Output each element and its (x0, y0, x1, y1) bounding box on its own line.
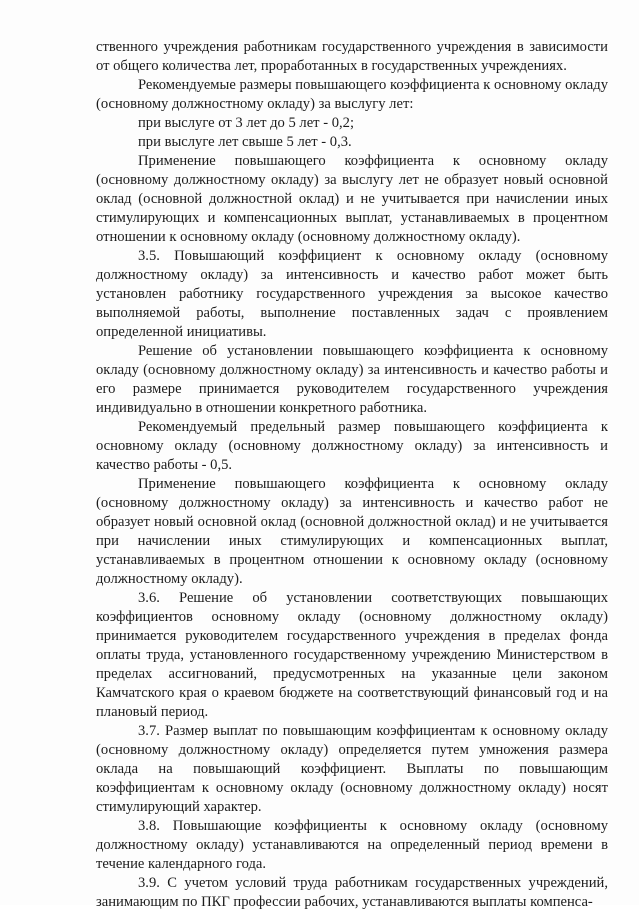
paragraph-seniority-recommendation: Рекомендуемые размеры повышающего коэффициента к основному окладу (основному должностному окладу) за выслугу лет: (96, 77, 608, 112)
paragraph-section-3-7: 3.7. Размер выплат по повышающим коэффициентам к основному окладу (основному должностному окладу) определяется путем умножения размера оклада на повышающий коэффициент. Выплаты по повышающим коэффициентам к основному окладу (основному должностному окладу) носят стимулирующий характер. (96, 723, 608, 815)
paragraph-section-3-6: 3.6. Решение об установлении соответствующих повышающих коэффициентов основному окладу (основному должностному окладу) принимается руководителем государственного учреждения в пределах фонда оплаты труда, установленного государственному учреждению Министерством в пределах ассигнований, предусмотренных на указанные цели законом Камчатского края о краевом бюджете на соответствующий финансовый год и на плановый период. (96, 590, 608, 720)
paragraph-seniority-application: Применение повышающего коэффициента к основному окладу (основному должностному окладу) за выслугу лет не образует новый основной оклад (основной должностной оклад) и не учитывается при начислении иных стимулирующих и компенсационных выплат, устанавливаемых в процентном отношении к основному окладу (основному должностному окладу). (96, 153, 608, 245)
document-body (96, 38, 608, 912)
paragraph-section-3-8: 3.8. Повышающие коэффициенты к основному окладу (основному должностному окладу) устанавливаются на определенный период времени в течение календарного года. (96, 818, 608, 872)
paragraph-intensity-decision: Решение об установлении повышающего коэффициента к основному окладу (основному должностному окладу) за интенсивность и качество работы и его размере принимается руководителем государственного учреждения индивидуально в отношении конкретного работника. (96, 343, 608, 416)
paragraph-section-3-9: 3.9. С учетом условий труда работникам государственных учреждений, занимающим по ПКГ профессии рабочих, устанавливаются выплаты компенса- (96, 875, 608, 910)
paragraph-intensity-limit: Рекомендуемый предельный размер повышающего коэффициента к основному окладу (основному должностному окладу) за интенсивность и качество работы - 0,5. (96, 419, 608, 473)
paragraph-continuation: ственного учреждения работникам государственного учреждения в зависимости от общего количества лет, проработанных в государственных учреждениях. (96, 39, 608, 74)
paragraph-section-3-5: 3.5. Повышающий коэффициент к основному окладу (основному должностному окладу) за интенсивность и качество работ может быть установлен работнику государственного учреждения за высокое качество выполняемой работы, выполнение поставленных задач с проявлением определенной инициативы. (96, 248, 608, 340)
paragraph-intensity-application: Применение повышающего коэффициента к основному окладу (основному должностному окладу) за интенсивность и качество работ не образует новый основной оклад (основной должностной оклад) и не учитывается при начислении иных стимулирующих и компенсационных выплат, устанавливаемых в процентном отношении к основному окладу (основному должностному окладу). (96, 476, 608, 587)
list-item-over-5-years: при выслуге лет свыше 5 лет - 0,3. (138, 134, 352, 150)
list-item-3-to-5-years: при выслуге от 3 лет до 5 лет - 0,2; (138, 115, 355, 131)
